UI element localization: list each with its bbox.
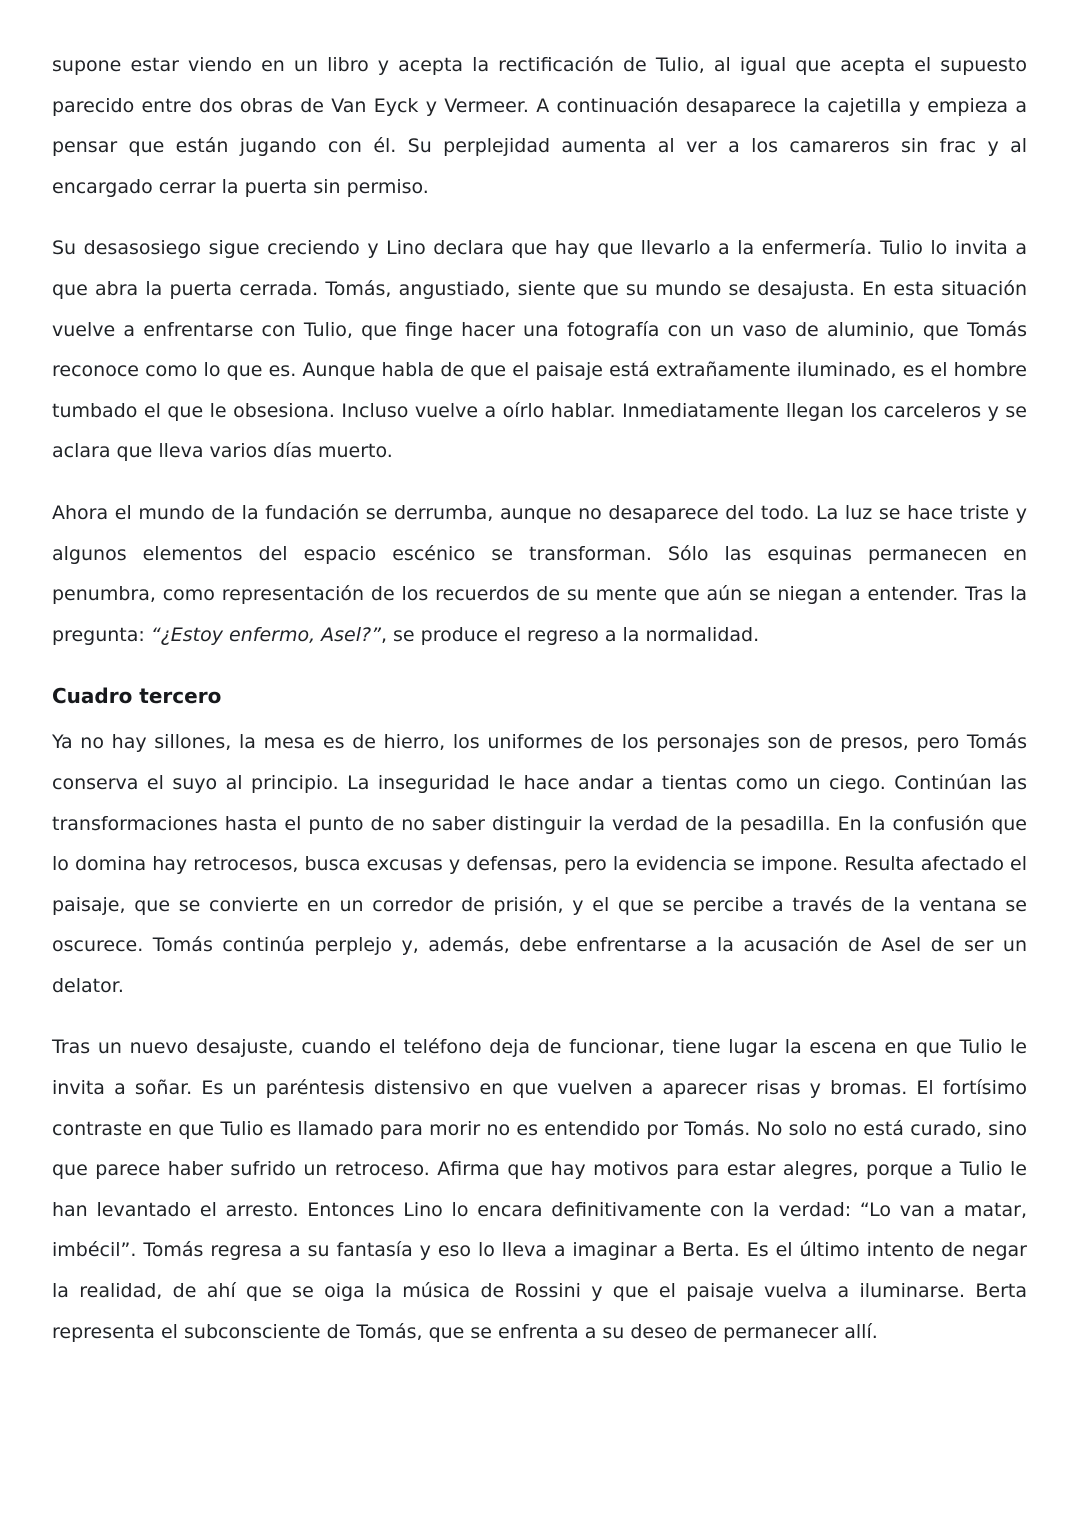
paragraph-4: Ya no hay sillones, la mesa es de hierro, los uniformes de los personajes son de presos, pero Tomás conserva el suyo al principio. La inseguridad le hace andar a tientas como un ciego. Continúan las transformaciones hasta el punto de no saber distinguir la verdad de la pesadilla. En la confusión que lo domina hay retrocesos, busca excusas y defensas, pero la evidencia se impone. Resulta afectado el paisaje, que se convierte en un corredor de prisión, y el que se percibe a través de la ventana se oscurece. Tomás continúa perplejo y, además, debe enfrentarse a la acusación de Asel de ser un delator. — [52, 731, 1027, 997]
paragraph-3-text-end: , se produce el regreso a la normalidad. — [380, 623, 760, 646]
paragraph-1: supone estar viendo en un libro y acepta la rectificación de Tulio, al igual que acepta el supuesto parecido entre dos obras de Van Eyck y Vermeer. A continuación desaparece la cajetilla y empieza a pensar que están jugando con él. Su perplejidad aumenta al ver a los camareros sin frac y al encargado cerrar la puerta sin permiso. — [52, 54, 1027, 198]
paragraph-3 — [52, 493, 1027, 655]
section-heading: Cuadro tercero — [52, 684, 222, 709]
paragraph-3-text-start: Ahora el mundo de la fundación se derrumba, aunque no desaparece del todo. La luz se hace triste y algunos elementos del espacio escénico se transforman. Sólo las esquinas permanecen en penumbra, como representación de los recuerdos de su mente que aún se niegan a entender. Tras la pregunta: — [52, 501, 1027, 646]
quoted-question: “¿Estoy enfermo, Asel?” — [150, 623, 381, 646]
document-page — [52, 45, 1027, 1373]
paragraph-2: Su desasosiego sigue creciendo y Lino declara que hay que llevarlo a la enfermería. Tulio lo invita a que abra la puerta cerrada. Tomás, angustiado, siente que su mundo se desajusta. En esta situación vuelve a enfrentarse con Tulio, que finge hacer una fotografía con un vaso de aluminio, que Tomás reconoce como lo que es. Aunque habla de que el paisaje está extrañamente iluminado, es el hombre tumbado el que le obsesiona. Incluso vuelve a oírlo hablar. Inmediatamente llegan los carceleros y se aclara que lleva varios días muerto. — [52, 237, 1027, 463]
section-heading-wrapper — [52, 676, 1027, 716]
paragraph-5: Tras un nuevo desajuste, cuando el teléfono deja de funcionar, tiene lugar la escena en que Tulio le invita a soñar. Es un paréntesis distensivo en que vuelven a aparecer risas y bromas. El fortísimo contraste en que Tulio es llamado para morir no es entendido por Tomás. No solo no está curado, sino que parece haber sufrido un retroceso. Afirma que hay motivos para estar alegres, porque a Tulio le han levantado el arresto. Entonces Lino lo encara definitivamente con la verdad: “Lo van a matar, imbécil”. Tomás regresa a su fantasía y eso lo lleva a imaginar a Berta. Es el último intento de negar la realidad, de ahí que se oiga la música de Rossini y que el paisaje vuelva a iluminarse. Berta representa el subconsciente de Tomás, que se enfrenta a su deseo de permanecer allí. — [52, 1036, 1027, 1343]
